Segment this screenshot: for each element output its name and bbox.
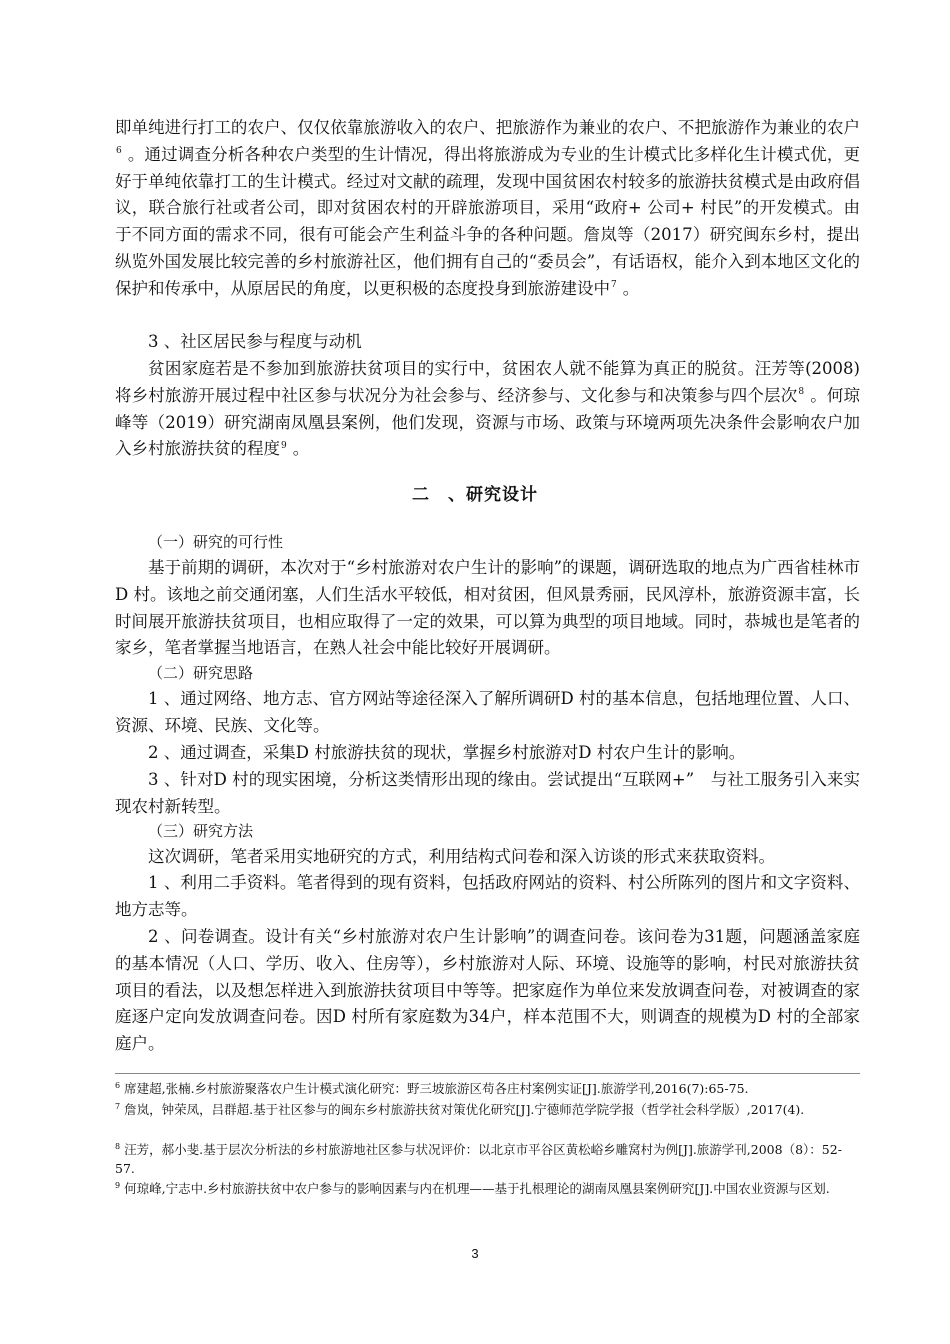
paragraph-method-intro: 这次调研，笔者采用实地研究的方式，利用结构式问卷和深入访谈的形式来获取资料。	[148, 847, 775, 866]
subheading-research-method: （三）研究方法	[148, 822, 254, 840]
footnote-8: $^8$ 汪芳，郝小斐.基于层次分析法的乡村旅游地社区参与状况评价：以北京市平谷区黄松峪乡雕窝村为例[J].旅游学刊,2008（8）：52-57.	[115, 1141, 842, 1176]
footnote-ref-8[interactable]: 8	[798, 387, 805, 398]
approach-item-1: 1 、通过网络、地方志、官方网站等途径深入了解所调研D 村的基本信息，包括地理位置、人口、资源、环境、民族、文化等。	[115, 689, 860, 735]
section-heading-research-design: 二 、研究设计	[412, 485, 538, 505]
footnote-7: $^7$ 詹岚，钟荣凤，吕群超.基于社区参与的闽东乡村旅游扶贫对策优化研究[J].宁德师范学院学报（哲学社会科学版）,2017(4).	[115, 1101, 805, 1117]
footnote-ref-9[interactable]: 9	[281, 440, 287, 451]
subheading-research-approach: （二）研究思路	[148, 664, 254, 682]
footnote-ref-7[interactable]: 7	[611, 280, 617, 291]
paragraph-household-types: 即单纯进行打工的农户、仅仅依靠旅游收入的农户、把旅游作为兼业的农户、不把旅游作为兼业的农户$^6$ 。通过调查分析各种农户类型的生计情况，得出将旅游成为专业的生计模式比多样化生计模式优，更好于单纯依靠打工的生计模式。经过对文献的疏理，发现中国贫困农村较多的旅游扶贫模式是由政府倡议，联合旅行社或者公司，即对贫困农村的开辟旅游项目，采用“政府+ 公司+ 村民”的开发模式。由于不同方面的需求不同，很有可能会产生利益斗争的各种问题。詹岚等（2017）研究闽东乡村，提出纵览外国发展比较完善的乡村旅游社区，他们拥有自己的“委员会”，有话语权，能介入到本地区文化的保护和传承中，从原居民的角度，以更积极的态度投身到旅游建设中$^7$ 。	[115, 118, 860, 298]
approach-item-3: 3 、针对D 村的现实困境，分析这类情形出现的缘由。尝试提出“互联网+” 与社工服务引入来实现农村新转型。	[115, 770, 860, 816]
method-item-2: 2 、问卷调查。设计有关“乡村旅游对农户生计影响”的调查问卷。该问卷为31题，问题涵盖家庭的基本情况（人口、学历、收入、住房等），乡村旅游对人际、环境、设施等的影响，村民对旅游扶贫项目的看法，以及想怎样进入到旅游扶贫项目中等等。把家庭作为单位来发放调查问卷，对被调查的家庭逐户定向发放调查问卷。因D 村所有家庭数为34户，样本范围不大，则调查的规模为D 村的全部家庭户。	[115, 927, 860, 1054]
paragraph-feasibility: 基于前期的调研，本次对于“乡村旅游对农户生计的影响”的课题，调研选取的地点为广西省桂林市D 村。该地之前交通闭塞，人们生活水平较低，相对贫困，但风景秀丽，民风淳朴，旅游资源丰富，长时间展开旅游扶贫项目，也相应取得了一定的效果，可以算为典型的项目地域。同时，恭城也是笔者的家乡，笔者掌握当地语言，在熟人社会中能比较好开展调研。	[115, 558, 860, 658]
approach-item-2: 2 、通过调查，采集D 村旅游扶贫的现状，掌握乡村旅游对D 村农户生计的影响。	[148, 743, 746, 762]
footnote-9: $^9$ 何琼峰,宁志中.乡村旅游扶贫中农户参与的影响因素与内在机理——基于扎根理论的湖南凤凰县案例研究[J].中国农业资源与区划.	[115, 1180, 830, 1196]
method-item-1: 1 、利用二手资料。笔者得到的现有资料，包括政府网站的资料、村公所陈列的图片和文字资料、地方志等。	[115, 873, 860, 919]
footnote-6: $^6$ 席建超,张楠.乡村旅游聚落农户生计模式演化研究：野三坡旅游区苟各庄村案例实证[J].旅游学刊,2016(7):65-75.	[115, 1080, 749, 1096]
list-item-3-heading: 3 、社区居民参与程度与动机	[148, 332, 362, 351]
footnote-ref-6[interactable]: 6	[116, 146, 122, 157]
subheading-feasibility: （一）研究的可行性	[148, 533, 284, 551]
page-number: 3	[471, 1246, 479, 1261]
footnote-divider	[115, 1073, 860, 1074]
paragraph-community-participation: 贫困家庭若是不参加到旅游扶贫项目的实行中，贫困农人就不能算为真正的脱贫。汪芳等(2008)将乡村旅游开展过程中社区参与状况分为社会参与、经济参与、文化参与和决策参与四个层次$^8$ 。何琼峰等（2019）研究湖南凤凰县案例，他们发现，资源与市场、政策与环境两项先决条件会影响农户加入乡村旅游扶贫的程度$^9$ 。	[115, 359, 861, 459]
